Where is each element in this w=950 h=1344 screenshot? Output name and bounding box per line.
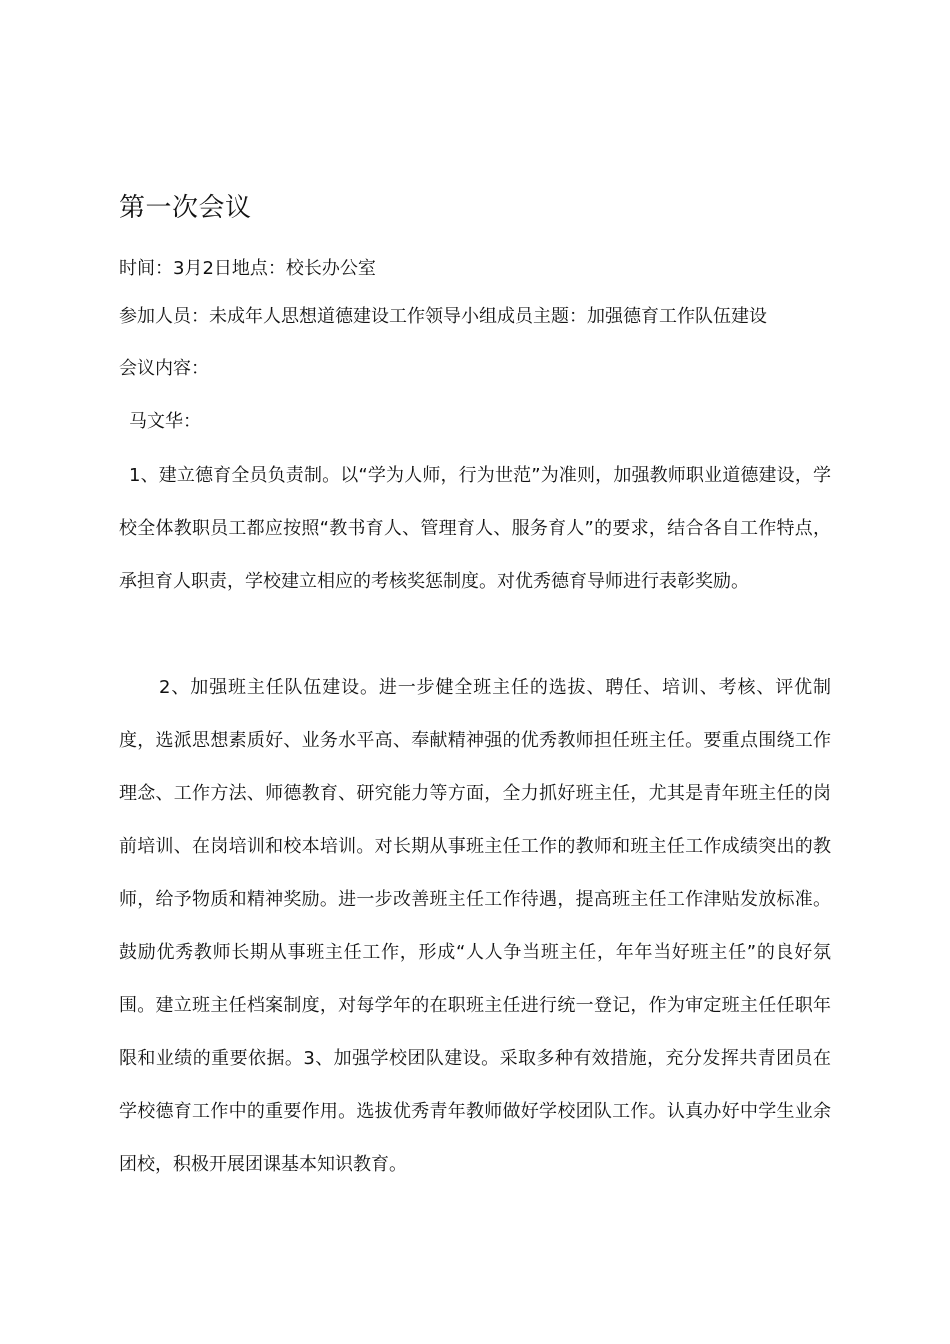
speaker-name: 马文华：: [129, 411, 201, 432]
paragraph-item-1: 1、建立德育全员负责制。以“学为人师，行为世范”为准则，加强教师职业道德建设，学校全体教职员工都应按照“教书育人、管理育人、服务育人”的要求，结合各自工作特点，承担育人职责，学校建立相应的考核奖惩制度。对优秀德育导师进行表彰奖励。: [119, 465, 831, 592]
time-location-line: 时间：3月2日地点：校长办公室: [119, 258, 376, 279]
paragraph-item-2: 2、加强班主任队伍建设。进一步健全班主任的选拔、聘任、培训、考核、评优制度，选派思想素质好、业务水平高、奉献精神强的优秀教师担任班主任。要重点围绕工作理念、工作方法、师德教育、研究能力等方面，全力抓好班主任，尤其是青年班主任的岗前培训、在岗培训和校本培训。对长期从事班主任工作的教师和班主任工作成绩突出的教师，给予物质和精神奖励。进一步改善班主任工作待遇，提高班主任工作津贴发放标准。鼓励优秀教师长期从事班主任工作，形成“人人争当班主任，年年当好班主任”的良好氛围。建立班主任档案制度，对每学年的在职班主任进行统一登记，作为审定班主任任职年限和业绩的重要依据。3、加强学校团队建设。采取多种有效措施，充分发挥共青团员在学校德育工作中的重要作用。选拔优秀青年教师做好学校团队工作。认真办好中学生业余团校，积极开展团课基本知识教育。: [119, 677, 831, 1175]
meeting-title: 第一次会议: [119, 193, 252, 223]
meeting-content-label: 会议内容：: [119, 358, 209, 379]
attendees-topic-line: 参加人员：未成年人思想道德建设工作领导小组成员主题：加强德育工作队伍建设: [119, 306, 767, 327]
